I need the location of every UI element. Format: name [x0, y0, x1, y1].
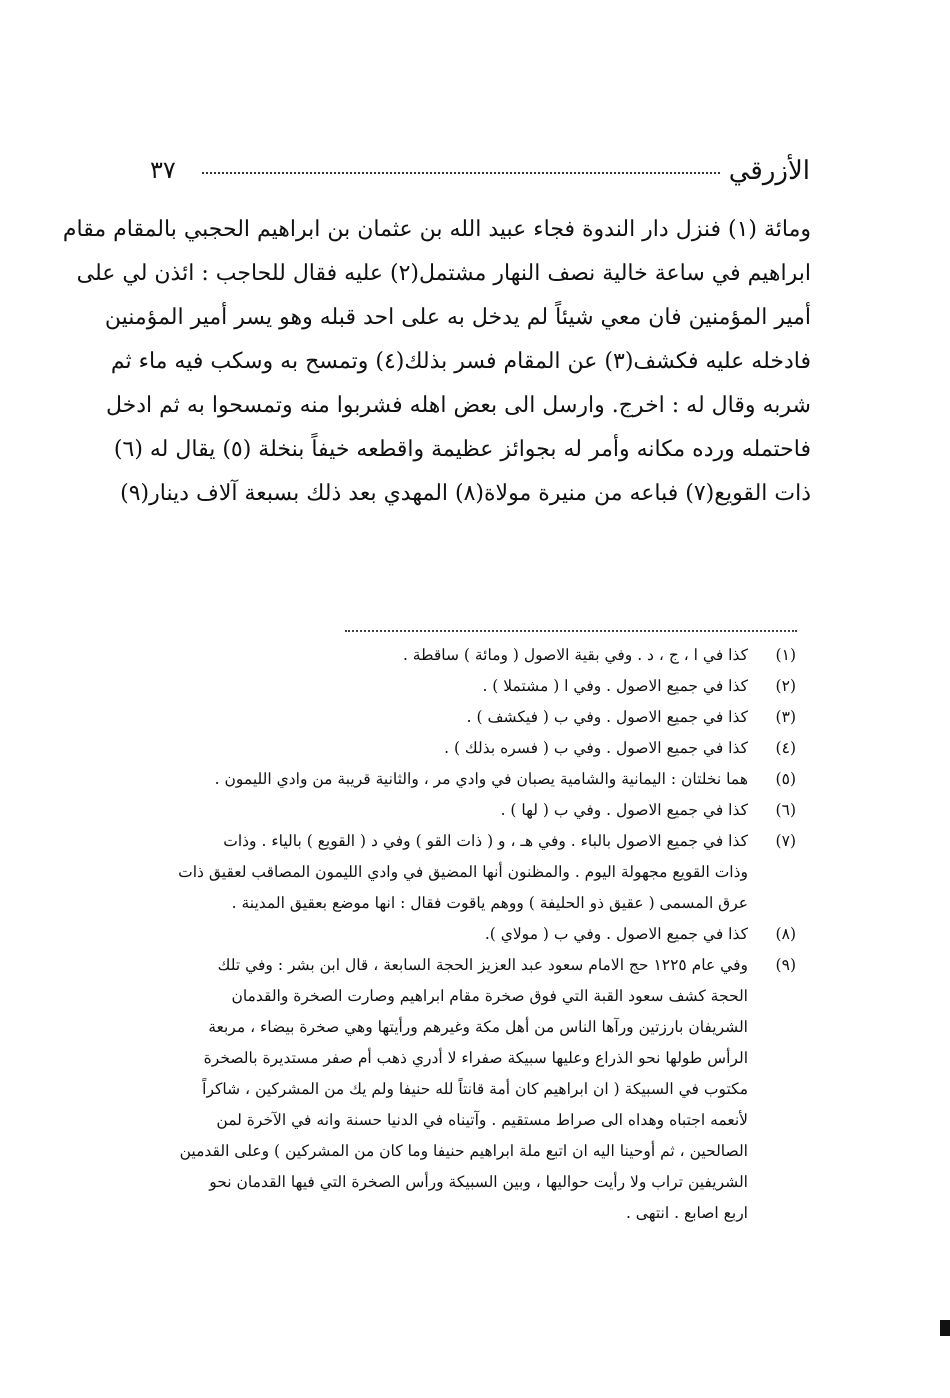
- footnote: [120, 764, 796, 795]
- footnote-line: مكتوب في السبيكة ( ان ابراهيم كان أمة قانتاً لله حنيفا ولم يك من المشركين ، شاكراً: [202, 1080, 748, 1098]
- footnote-line: وفي عام ١٢٢٥ حج الامام سعود عبد العزيز الحجة السابعة ، قال ابن بشر : وفي تلك: [217, 956, 748, 974]
- footnote-line: عرق المسمى ( عقيق ذو الحليفة ) ووهم ياقوت فقال : انها موضع بعقيق المدينة .: [231, 894, 748, 912]
- footnotes: [120, 640, 796, 1229]
- body-line: أمير المؤمنين فان معي شيئاً لم يدخل به على احد قبله وهو يسر أمير المؤمنين: [104, 305, 811, 330]
- footnote: [120, 733, 796, 764]
- page-number: ٣٧: [150, 156, 176, 184]
- footnote: [120, 702, 796, 733]
- main-text: [62, 208, 811, 516]
- body-line: ذات القويع(٧) فباعه من منيرة مولاة(٨) المهدي بعد ذلك بسبعة آلاف دينار(٩): [120, 481, 811, 506]
- footnote-line: الصالحين ، ثم أوحينا اليه ان اتبع ملة ابراهيم حنيفا وما كان من المشركين ) وعلى القدمين: [179, 1142, 748, 1160]
- footnote-line: الشريفان بارزتين ورآها الناس من أهل مكة وغيرهم ورأيتها وهي صخرة بيضاء ، مربعة: [208, 1018, 748, 1036]
- header-dotted-rule: [202, 172, 720, 174]
- footnote: [120, 826, 796, 919]
- body-line: فادخله عليه فكشف(٣) عن المقام فسر بذلك(٤) وتمسح به وسكب فيه ماء ثم: [110, 349, 811, 374]
- body-line: ابراهيم في ساعة خالية نصف النهار مشتمل(٢) عليه فقال للحاجب : ائذن لي على: [76, 261, 811, 286]
- footnote: [120, 919, 796, 950]
- footnote: [120, 795, 796, 826]
- footnote-line: الرأس طولها نحو الذراع وعليها سبيكة صفراء لا أدري ذهب أم صفر مستديرة بالصخرة: [203, 1049, 748, 1067]
- footnote-line: كذا في جميع الاصول . وفي ب ( مولاي ).: [484, 925, 748, 943]
- footnote-line: كذا في جميع الاصول . وفي ب ( فسره بذلك ) .: [444, 739, 748, 757]
- body-line: فاحتمله ورده مكانه وأمر له بجوائز عظيمة واقطعه خيفاً بنخلة (٥) يقال له (٦): [113, 437, 811, 462]
- footnote-number: (٢): [775, 677, 796, 695]
- footnote-separator: [345, 630, 797, 632]
- footnote-line: اربع اصابع . انتهى .: [625, 1204, 748, 1222]
- footnote-line: لأنعمه اجتباه وهداه الى صراط مستقيم . وآتيناه في الدنيا حسنة وانه في الآخرة لمن: [216, 1111, 748, 1129]
- footnote-line: وذات القويع مجهولة اليوم . والمظنون أنها المضيق في وادي الليمون المصاقب لعقيق ذات: [178, 863, 748, 881]
- running-head: الأزرقي: [728, 156, 810, 186]
- footnote-number: (٥): [775, 770, 796, 788]
- footnote-line: كذا في ا ، ج ، د . وفي بقية الاصول ( ومائة ) ساقطة .: [402, 646, 748, 664]
- footnote-number: (١): [775, 646, 796, 664]
- footnote-line: كذا في جميع الاصول . وفي ب ( لها ) .: [500, 801, 748, 819]
- footnote-number: (٩): [775, 956, 796, 974]
- footnote: [120, 950, 796, 1229]
- footnote-number: (٤): [775, 739, 796, 757]
- footnote-line: كذا في جميع الاصول بالباء . وفي هـ ، و ( ذات القو ) وفي د ( القويع ) بالياء . وذات: [223, 832, 748, 850]
- footnote-number: (٦): [775, 801, 796, 819]
- page-edge-mark: [940, 1320, 950, 1336]
- page-header: [140, 150, 810, 194]
- footnote: [120, 671, 796, 702]
- footnote: [120, 640, 796, 671]
- footnote-line: كذا في جميع الاصول . وفي ب ( فيكشف ) .: [466, 708, 748, 726]
- body-line: ومائة (١) فنزل دار الندوة فجاء عبيد الله بن عثمان بن ابراهيم الحجبي بالمقام مقام: [62, 217, 811, 242]
- footnote-line: الحجة كشف سعود القبة التي فوق صخرة مقام ابراهيم وصارت الصخرة والقدمان: [231, 987, 748, 1005]
- footnote-number: (٧): [775, 832, 796, 850]
- footnote-line: الشريفين تراب ولا رأيت حواليها ، وبين السبيكة ورأس الصخرة التي فيها القدمان نحو: [209, 1173, 748, 1191]
- footnote-number: (٨): [775, 925, 796, 943]
- footnote-line: كذا في جميع الاصول . وفي ا ( مشتملا ) .: [482, 677, 748, 695]
- footnote-line: هما نخلتان : اليمانية والشامية يصبان في وادي مر ، والثانية قريبة من وادي الليمون .: [214, 770, 748, 788]
- footnote-number: (٣): [775, 708, 796, 726]
- body-line: شربه وقال له : اخرج. وارسل الى بعض اهله فشربوا منه وتمسحوا به ثم ادخل: [106, 393, 811, 418]
